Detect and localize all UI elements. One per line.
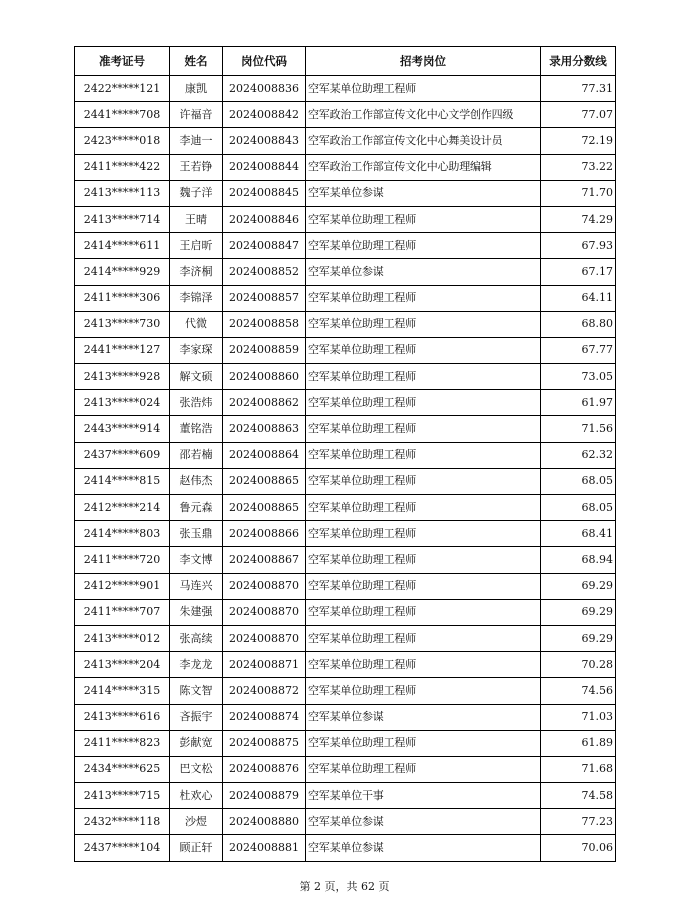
score-line-cell: 73.22 [541, 154, 616, 180]
exam-id-cell: 2432*****118 [75, 809, 170, 835]
exam-id-cell: 2423*****018 [75, 128, 170, 154]
score-line-cell: 61.89 [541, 730, 616, 756]
table-row [75, 468, 616, 494]
exam-id-cell: 2434*****625 [75, 756, 170, 782]
position-code-cell: 2024008866 [223, 521, 306, 547]
position-title-cell: 空军某单位助理工程师 [306, 547, 541, 573]
score-line-cell: 68.41 [541, 521, 616, 547]
position-code-cell: 2024008842 [223, 102, 306, 128]
position-code-cell: 2024008872 [223, 678, 306, 704]
name-cell: 朱建强 [170, 599, 223, 625]
table-row [75, 337, 616, 363]
table-row [75, 573, 616, 599]
score-line-cell: 71.03 [541, 704, 616, 730]
header-exam-id: 准考证号 [75, 47, 170, 76]
position-title-cell: 空军某单位助理工程师 [306, 76, 541, 102]
position-title-cell: 空军某单位助理工程师 [306, 521, 541, 547]
exam-id-cell: 2411*****707 [75, 599, 170, 625]
score-line-cell: 69.29 [541, 599, 616, 625]
position-code-cell: 2024008874 [223, 704, 306, 730]
table-row [75, 390, 616, 416]
position-code-cell: 2024008870 [223, 573, 306, 599]
exam-id-cell: 2413*****024 [75, 390, 170, 416]
name-cell: 顾正轩 [170, 835, 223, 861]
score-line-cell: 62.32 [541, 442, 616, 468]
score-line-cell: 77.23 [541, 809, 616, 835]
name-cell: 许福音 [170, 102, 223, 128]
position-code-cell: 2024008870 [223, 625, 306, 651]
table-row [75, 206, 616, 232]
name-cell: 李龙龙 [170, 652, 223, 678]
position-code-cell: 2024008846 [223, 206, 306, 232]
position-code-cell: 2024008857 [223, 285, 306, 311]
name-cell: 李文博 [170, 547, 223, 573]
name-cell: 鲁元森 [170, 495, 223, 521]
position-code-cell: 2024008876 [223, 756, 306, 782]
position-code-cell: 2024008881 [223, 835, 306, 861]
position-code-cell: 2024008859 [223, 337, 306, 363]
table-row [75, 495, 616, 521]
header-position-title: 招考岗位 [306, 47, 541, 76]
exam-id-cell: 2411*****823 [75, 730, 170, 756]
exam-id-cell: 2411*****306 [75, 285, 170, 311]
position-title-cell: 空军某单位助理工程师 [306, 625, 541, 651]
name-cell: 李迪一 [170, 128, 223, 154]
table-row [75, 704, 616, 730]
exam-id-cell: 2413*****204 [75, 652, 170, 678]
name-cell: 张玉鼎 [170, 521, 223, 547]
position-title-cell: 空军某单位助理工程师 [306, 233, 541, 259]
score-line-cell: 68.05 [541, 495, 616, 521]
position-code-cell: 2024008836 [223, 76, 306, 102]
exam-id-cell: 2412*****901 [75, 573, 170, 599]
score-line-cell: 74.58 [541, 783, 616, 809]
table-row [75, 154, 616, 180]
score-line-cell: 70.28 [541, 652, 616, 678]
table-header-row [75, 47, 616, 76]
position-title-cell: 空军某单位助理工程师 [306, 678, 541, 704]
score-line-cell: 68.05 [541, 468, 616, 494]
position-code-cell: 2024008862 [223, 390, 306, 416]
score-line-cell: 71.70 [541, 180, 616, 206]
table-body [75, 76, 616, 862]
position-title-cell: 空军某单位助理工程师 [306, 206, 541, 232]
position-code-cell: 2024008865 [223, 495, 306, 521]
exam-id-cell: 2413*****730 [75, 311, 170, 337]
name-cell: 王启昕 [170, 233, 223, 259]
name-cell: 张浩炜 [170, 390, 223, 416]
position-title-cell: 空军某单位助理工程师 [306, 285, 541, 311]
exam-id-cell: 2437*****609 [75, 442, 170, 468]
table-row [75, 416, 616, 442]
admission-score-table [74, 46, 616, 862]
table-row [75, 599, 616, 625]
table-row [75, 128, 616, 154]
exam-id-cell: 2411*****422 [75, 154, 170, 180]
name-cell: 邵若楠 [170, 442, 223, 468]
name-cell: 陈文智 [170, 678, 223, 704]
name-cell: 魏子洋 [170, 180, 223, 206]
name-cell: 代微 [170, 311, 223, 337]
score-line-cell: 71.68 [541, 756, 616, 782]
exam-id-cell: 2412*****214 [75, 495, 170, 521]
name-cell: 杜欢心 [170, 783, 223, 809]
name-cell: 巴文松 [170, 756, 223, 782]
position-title-cell: 空军某单位助理工程师 [306, 337, 541, 363]
exam-id-cell: 2414*****611 [75, 233, 170, 259]
position-code-cell: 2024008843 [223, 128, 306, 154]
page-number-footer: 第 2 页，共 62 页 [299, 880, 390, 893]
table-row [75, 180, 616, 206]
table-row [75, 521, 616, 547]
position-code-cell: 2024008867 [223, 547, 306, 573]
position-title-cell: 空军某单位参谋 [306, 809, 541, 835]
name-cell: 解文硕 [170, 364, 223, 390]
position-title-cell: 空军某单位参谋 [306, 259, 541, 285]
table-row [75, 756, 616, 782]
exam-id-cell: 2437*****104 [75, 835, 170, 861]
position-title-cell: 空军某单位参谋 [306, 180, 541, 206]
name-cell: 李家琛 [170, 337, 223, 363]
table-row [75, 102, 616, 128]
name-cell: 王若铮 [170, 154, 223, 180]
position-code-cell: 2024008864 [223, 442, 306, 468]
header-position-code: 岗位代码 [223, 47, 306, 76]
name-cell: 马连兴 [170, 573, 223, 599]
score-line-cell: 73.05 [541, 364, 616, 390]
score-line-cell: 71.56 [541, 416, 616, 442]
score-line-cell: 70.06 [541, 835, 616, 861]
position-title-cell: 空军某单位助理工程师 [306, 442, 541, 468]
position-title-cell: 空军某单位助理工程师 [306, 364, 541, 390]
name-cell: 李济桐 [170, 259, 223, 285]
table-row [75, 835, 616, 861]
exam-id-cell: 2411*****720 [75, 547, 170, 573]
score-line-cell: 77.07 [541, 102, 616, 128]
table-row [75, 547, 616, 573]
name-cell: 董铭浩 [170, 416, 223, 442]
exam-id-cell: 2441*****127 [75, 337, 170, 363]
exam-id-cell: 2414*****815 [75, 468, 170, 494]
position-code-cell: 2024008860 [223, 364, 306, 390]
position-title-cell: 空军政治工作部宣传文化中心文学创作四级 [306, 102, 541, 128]
position-title-cell: 空军某单位助理工程师 [306, 495, 541, 521]
position-code-cell: 2024008875 [223, 730, 306, 756]
position-code-cell: 2024008845 [223, 180, 306, 206]
position-title-cell: 空军某单位助理工程师 [306, 390, 541, 416]
score-line-cell: 77.31 [541, 76, 616, 102]
score-line-cell: 67.93 [541, 233, 616, 259]
position-code-cell: 2024008879 [223, 783, 306, 809]
table-row [75, 285, 616, 311]
header-name: 姓名 [170, 47, 223, 76]
table-row [75, 364, 616, 390]
exam-id-cell: 2414*****929 [75, 259, 170, 285]
table-row [75, 809, 616, 835]
exam-id-cell: 2413*****714 [75, 206, 170, 232]
name-cell: 吝振宇 [170, 704, 223, 730]
score-line-cell: 68.80 [541, 311, 616, 337]
exam-id-cell: 2414*****803 [75, 521, 170, 547]
table-row [75, 311, 616, 337]
score-line-cell: 72.19 [541, 128, 616, 154]
position-title-cell: 空军某单位助理工程师 [306, 573, 541, 599]
score-line-cell: 69.29 [541, 625, 616, 651]
exam-id-cell: 2413*****012 [75, 625, 170, 651]
position-code-cell: 2024008880 [223, 809, 306, 835]
name-cell: 彭献宽 [170, 730, 223, 756]
exam-id-cell: 2441*****708 [75, 102, 170, 128]
position-title-cell: 空军某单位助理工程师 [306, 416, 541, 442]
position-title-cell: 空军某单位助理工程师 [306, 311, 541, 337]
score-line-cell: 69.29 [541, 573, 616, 599]
position-code-cell: 2024008858 [223, 311, 306, 337]
score-line-cell: 67.17 [541, 259, 616, 285]
exam-id-cell: 2413*****113 [75, 180, 170, 206]
position-title-cell: 空军政治工作部宣传文化中心舞美设计员 [306, 128, 541, 154]
score-line-cell: 61.97 [541, 390, 616, 416]
position-title-cell: 空军政治工作部宣传文化中心助理编辑 [306, 154, 541, 180]
header-score-line: 录用分数线 [541, 47, 616, 76]
exam-id-cell: 2413*****928 [75, 364, 170, 390]
table-row [75, 442, 616, 468]
table-row [75, 259, 616, 285]
table-row [75, 678, 616, 704]
position-code-cell: 2024008865 [223, 468, 306, 494]
position-code-cell: 2024008870 [223, 599, 306, 625]
position-title-cell: 空军某单位助理工程师 [306, 730, 541, 756]
score-line-cell: 67.77 [541, 337, 616, 363]
exam-id-cell: 2413*****715 [75, 783, 170, 809]
position-title-cell: 空军某单位助理工程师 [306, 468, 541, 494]
name-cell: 赵伟杰 [170, 468, 223, 494]
position-title-cell: 空军某单位助理工程师 [306, 652, 541, 678]
position-code-cell: 2024008863 [223, 416, 306, 442]
score-line-cell: 74.29 [541, 206, 616, 232]
name-cell: 张高续 [170, 625, 223, 651]
name-cell: 康凯 [170, 76, 223, 102]
exam-id-cell: 2443*****914 [75, 416, 170, 442]
exam-id-cell: 2422*****121 [75, 76, 170, 102]
position-code-cell: 2024008844 [223, 154, 306, 180]
name-cell: 王晴 [170, 206, 223, 232]
score-line-cell: 64.11 [541, 285, 616, 311]
position-title-cell: 空军某单位干事 [306, 783, 541, 809]
exam-id-cell: 2414*****315 [75, 678, 170, 704]
position-code-cell: 2024008847 [223, 233, 306, 259]
score-line-cell: 68.94 [541, 547, 616, 573]
table-row [75, 233, 616, 259]
name-cell: 沙煜 [170, 809, 223, 835]
table-row [75, 652, 616, 678]
score-line-cell: 74.56 [541, 678, 616, 704]
name-cell: 李锦泽 [170, 285, 223, 311]
position-code-cell: 2024008852 [223, 259, 306, 285]
exam-id-cell: 2413*****616 [75, 704, 170, 730]
position-code-cell: 2024008871 [223, 652, 306, 678]
table-row [75, 76, 616, 102]
position-title-cell: 空军某单位参谋 [306, 704, 541, 730]
position-title-cell: 空军某单位助理工程师 [306, 756, 541, 782]
table-row [75, 730, 616, 756]
table-row [75, 625, 616, 651]
table-row [75, 783, 616, 809]
position-title-cell: 空军某单位参谋 [306, 835, 541, 861]
position-title-cell: 空军某单位助理工程师 [306, 599, 541, 625]
